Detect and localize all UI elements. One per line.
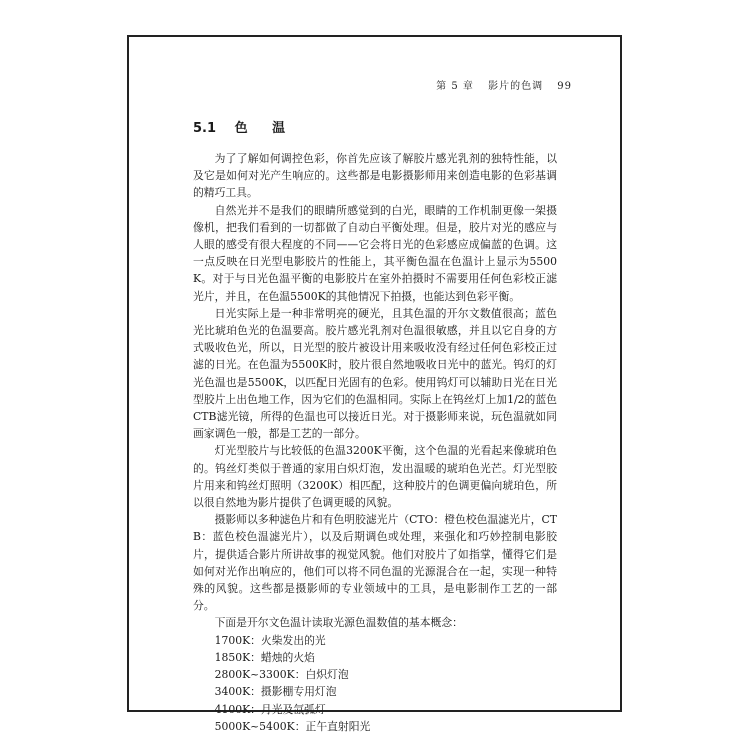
running-head xyxy=(426,77,572,92)
paragraph: 为了了解如何调控色彩，你首先应该了解胶片感光乳剂的独特性能，以及它是如何对光产生响应的。这些都是电影摄影师用来创造电影的色彩基调的精巧工具。 xyxy=(193,152,557,200)
list-item: 2800K~3300K：白炽灯泡 xyxy=(214,668,349,682)
kelvin-list xyxy=(193,632,557,735)
section-heading xyxy=(193,117,295,136)
section-title: 色 温 xyxy=(234,121,296,136)
paragraph: 摄影师以多种滤色片和有色明胶滤光片（CTO：橙色校色温滤光片，CTB：蓝色校色温滤光片），以及后期调色或处理，来强化和巧妙控制电影胶片，提供适合影片所讲故事的视觉风貌。他们对胶片了如指掌，懂得它们是如何对光作出响应的，他们可以将不同色温的光源混合在一起，实现一种特殊的风貌。这些都是摄影师的专业领域中的工具，是电影制作工艺的一部分。 xyxy=(193,513,557,613)
page-number: 99 xyxy=(557,81,572,92)
paragraph: 下面是开尔文色温计读取光源色温数值的基本概念： xyxy=(214,616,463,630)
book-page xyxy=(127,35,622,733)
list-item: 1700K：火柴发出的光 xyxy=(214,633,326,647)
list-item: 4100K：月光及氙弧灯 xyxy=(214,702,326,716)
paragraph: 自然光并不是我们的眼睛所感觉到的白光，眼睛的工作机制更像一架摄像机，把我们看到的一切都做了自动白平衡处理。但是，胶片对光的感应与人眼的感受有很大程度的不同——它会将日光的色彩感应成偏蓝的色调。这一点反映在日光型电影胶片的性能上，其平衡色温在色温计上显示为5500K。对于与日光色温平衡的电影胶片在室外拍摄时不需要用任何色彩校正滤光片，并且，在色温5500K的其他情况下拍摄，也能达到色彩平衡。 xyxy=(193,203,557,303)
paragraph: 日光实际上是一种非常明亮的硬光，且其色温的开尔文数值很高；蓝色光比琥珀色光的色温要高。胶片感光乳剂对色温很敏感，并且以它自身的方式吸收色光，所以，日光型的胶片被设计用来吸收没有经过任何色彩校正过滤的日光。在色温为5500K时，胶片很自然地吸收日光中的蓝光。钨灯的灯光色温也是5500K，以匹配日光固有的色彩。使用钨灯可以辅助日光在日光型胶片上出色地工作，因为它们的色温相同。实际上在钨丝灯上加1/2的蓝色CTB滤光镜，所得的色温也可以接近日光。对于摄影师来说，玩色温就如同画家调色一般，都是工艺的一部分。 xyxy=(193,306,557,441)
chapter-title: 影片的色调 xyxy=(488,81,544,92)
section-number: 5.1 xyxy=(193,121,217,136)
list-item: 3400K：摄影棚专用灯泡 xyxy=(214,685,337,699)
list-item: 1850K：蜡烛的火焰 xyxy=(214,650,315,664)
paragraph: 灯光型胶片与比较低的色温3200K平衡，这个色温的光看起来像琥珀色的。钨丝灯类似于普通的家用白炽灯泡，发出温暖的琥珀色光芒。灯光型胶片用来和钨丝灯照明（3200K）相匹配，这种胶片的色调更偏向琥珀色，所以很自然地为影片提供了色调更暖的风貌。 xyxy=(193,444,557,510)
chapter-label: 第 5 章 xyxy=(436,81,474,92)
body-text xyxy=(193,150,557,735)
list-item: 5000K~5400K：正午直射阳光 xyxy=(214,719,371,733)
